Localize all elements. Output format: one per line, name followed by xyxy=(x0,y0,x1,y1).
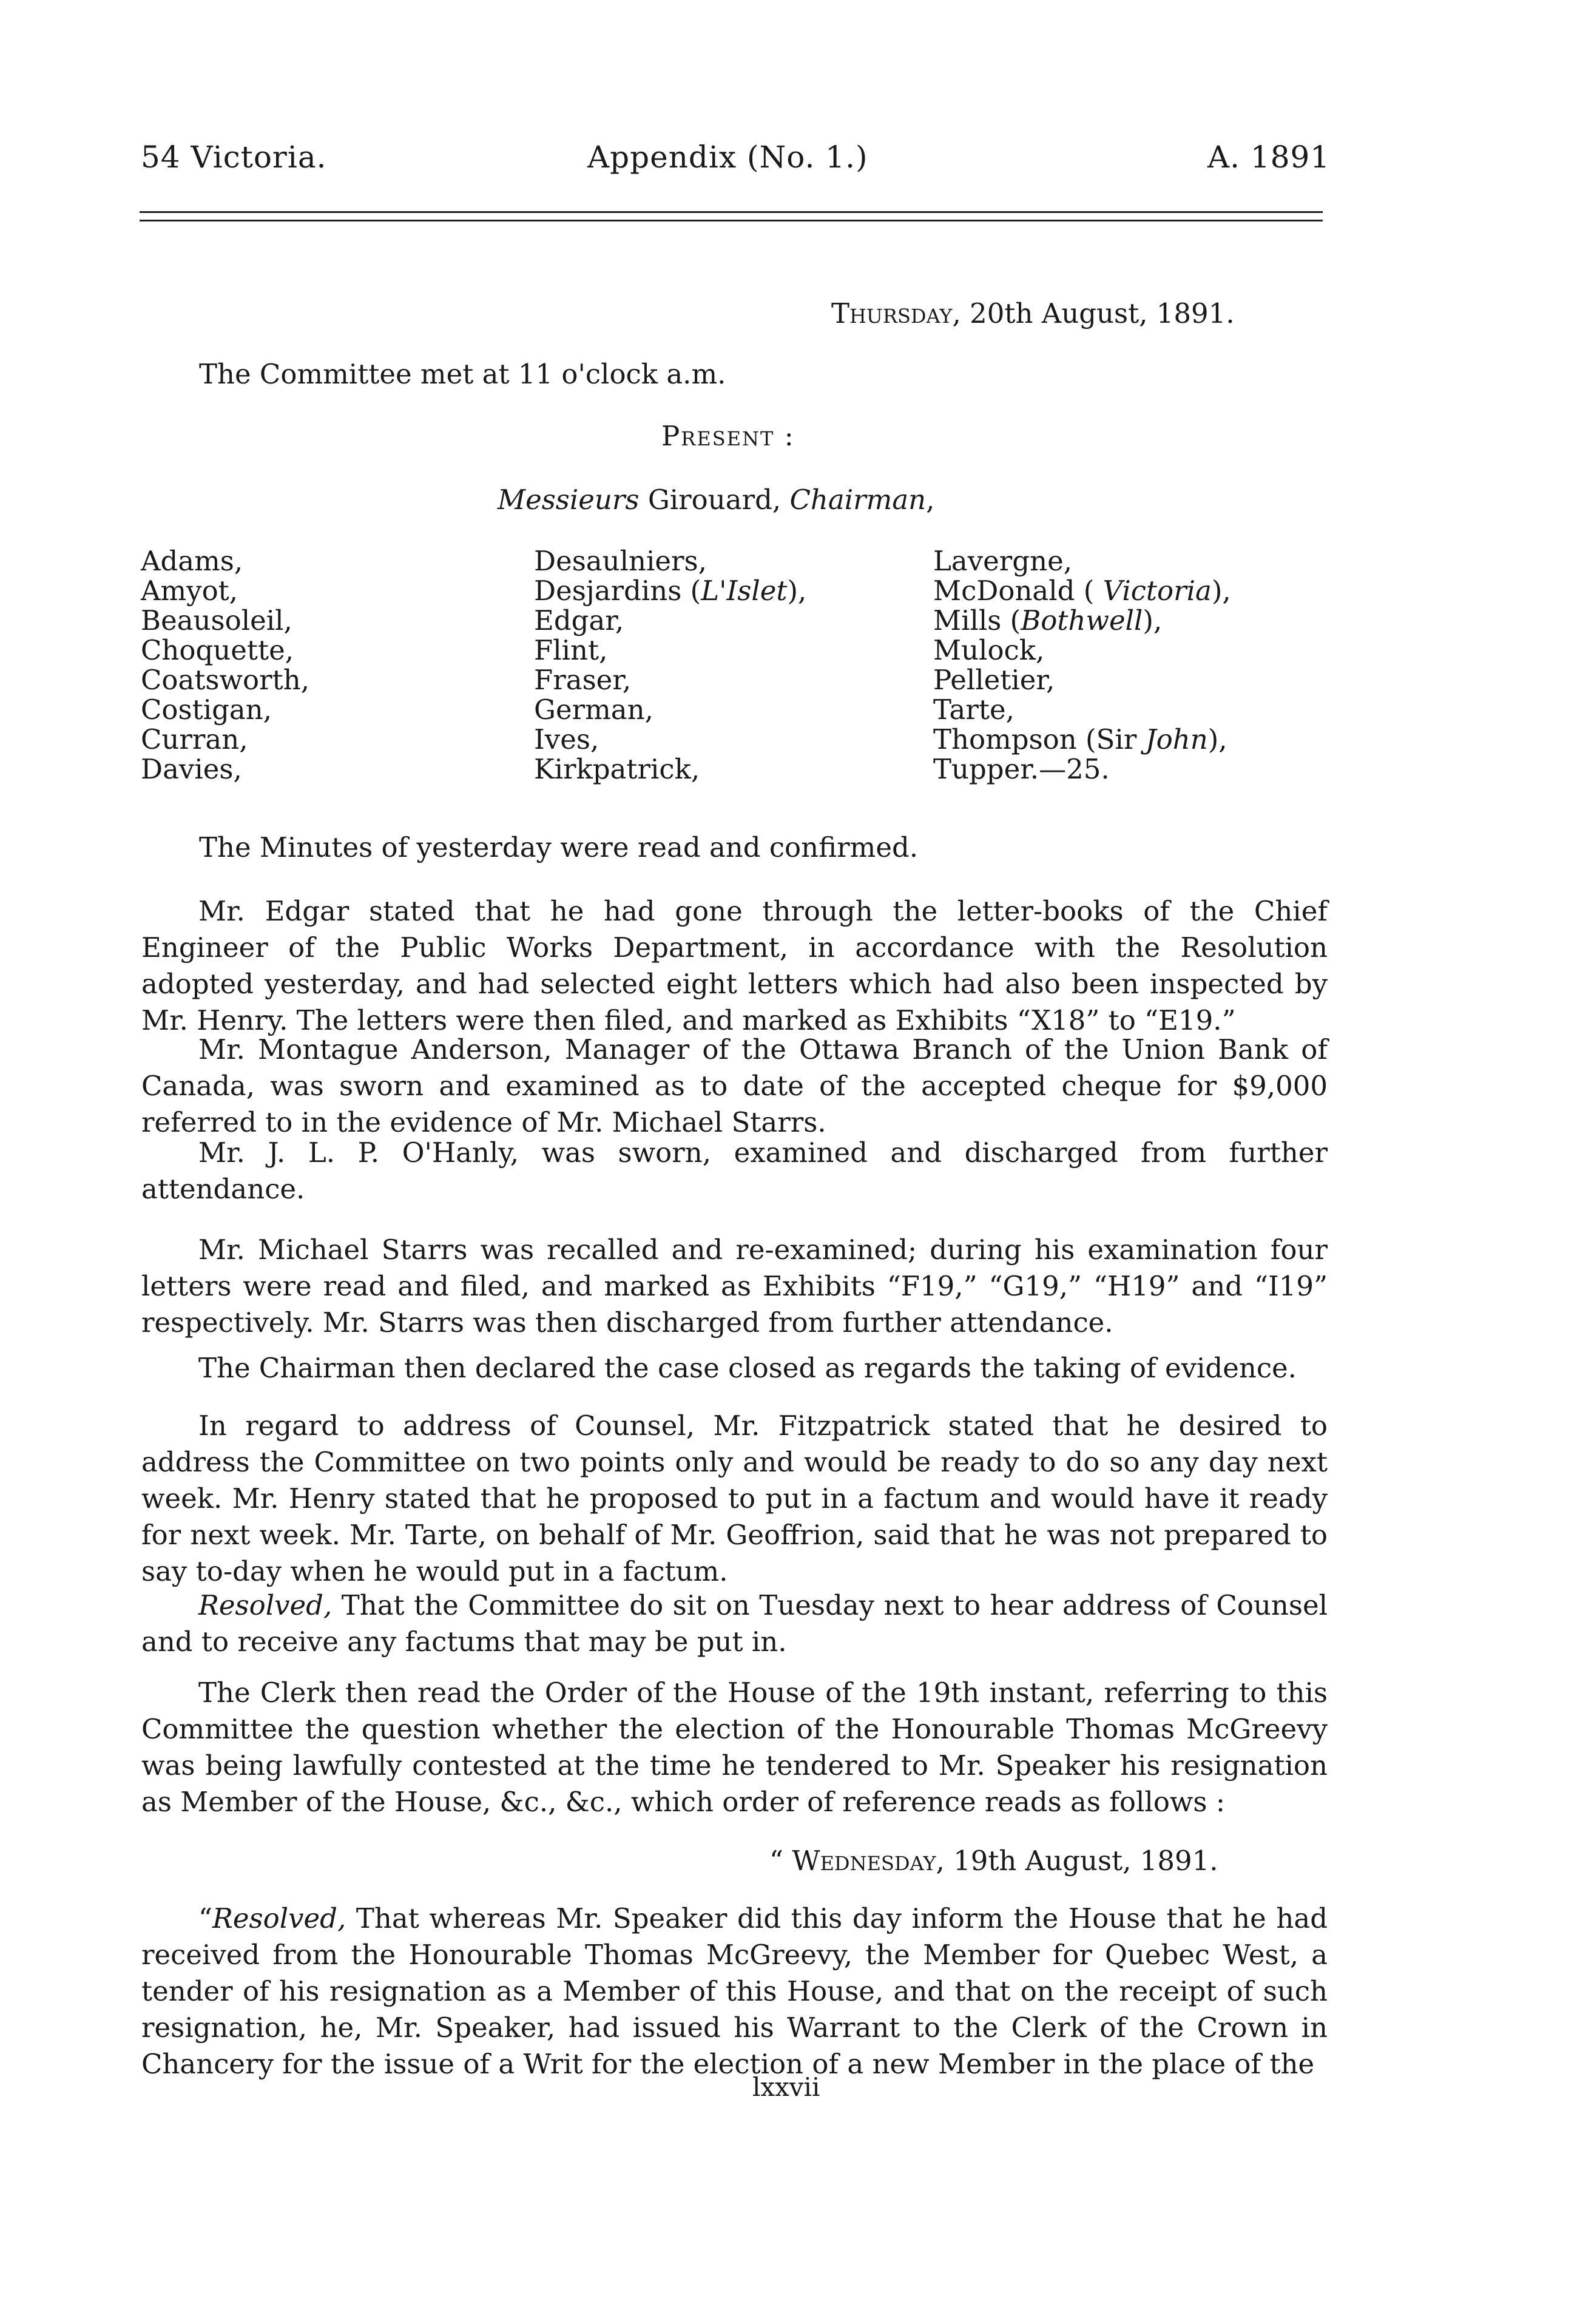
starrs-paragraph: Mr. Michael Starrs was recalled and re-examined; during his examination four letters were read and filed, and marked as Exhibits “F19,” “G19,” “H19” and “I19” respectively. Mr. Starrs was then discharged from further attendance. xyxy=(141,1234,1328,1339)
members-column-2 xyxy=(534,546,806,784)
meeting-date-rest: , 20th August, 1891. xyxy=(952,297,1235,329)
clerk-paragraph: The Clerk then read the Order of the House of the 19th instant, referring to this Committee the question whether the election of the Honourable Thomas McGreevy was being lawfully contested at the time he tendered to Mr. Speaker his resignation as Member of the House, &c., &c., which order of reference reads as follows : xyxy=(141,1677,1328,1818)
quote-resolved-text: That whereas Mr. Speaker did this day inform the House that he had received from the Honourable Thomas McGreevy, the Member for Quebec West, a tender of his resignation as a Member of this House, and that on the receipt of such resignation, he, Mr. Speaker, had issued his Warrant to the Clerk of the Crown in Chancery for the issue of a Writ for the election of a new Member in the place of the xyxy=(141,1902,1328,2080)
quote-date-open: “ xyxy=(769,1845,792,1877)
quote-resolved-label: Resolved, xyxy=(212,1902,346,1934)
anderson-paragraph: Mr. Montague Anderson, Manager of the Ottawa Branch of the Union Bank of Canada, was sworn and examined as to date of the accepted cheque for $9,000 referred to in the evidence of Mr. Michael Starrs. xyxy=(141,1033,1328,1138)
resolved-text: That the Committee do sit on Tuesday next to hear address of Counsel and to receive any factums that may be put in. xyxy=(141,1589,1328,1658)
members-column-1 xyxy=(141,546,309,784)
meeting-opening: The Committee met at 11 o'clock a.m. xyxy=(199,358,726,390)
chairman-paragraph: The Chairman then declared the case closed as regards the taking of evidence. xyxy=(198,1352,1297,1384)
member-name: McDonald ( Victoria), xyxy=(933,575,1231,607)
member-name: Desaulniers, xyxy=(534,545,707,577)
page-number: lxxvii xyxy=(752,2072,820,2102)
member-name: Lavergne, xyxy=(933,545,1072,577)
counsel-paragraph: In regard to address of Counsel, Mr. Fitzpatrick stated that he desired to address the Committee on two points only and would be ready to do so any day next week. Mr. Henry stated that he proposed to put in a factum and would have it ready for next week. Mr. Tarte, on behalf of Mr. Geoffrion, said that he was not prepared to say to-day when he would put in a factum. xyxy=(141,1410,1328,1587)
chair-title: Chairman xyxy=(789,484,927,516)
quote-resolution xyxy=(141,1900,1328,2082)
chair-prefix: Messieurs xyxy=(498,484,640,516)
member-name: Coatsworth, xyxy=(141,664,310,696)
ohanly-paragraph: Mr. J. L. P. O'Hanly, was sworn, examined and discharged from further attendance. xyxy=(141,1137,1328,1205)
resolved-paragraph xyxy=(141,1587,1328,1660)
minutes-paragraph: The Minutes of yesterday were read and confirmed. xyxy=(199,831,919,863)
member-name: Thompson (Sir John), xyxy=(933,723,1227,755)
edgar-paragraph: Mr. Edgar stated that he had gone through the letter-books of the Chief Engineer of the Public Works Department, in accordance with the Resolution adopted yesterday, and had selected eight letters which had also been inspected by Mr. Henry. The letters were then filed, and marked as Exhibits “X18” to “E19.” xyxy=(141,895,1328,1036)
quote-date xyxy=(769,1845,1218,1877)
member-name: Beausoleil, xyxy=(141,604,292,637)
chair-suffix: , xyxy=(926,484,935,516)
header-rule-top xyxy=(140,211,1323,213)
member-name: Ives, xyxy=(534,723,599,755)
member-name: German, xyxy=(534,694,653,726)
member-name: Mills (Bothwell), xyxy=(933,604,1163,637)
header-session: 54 Victoria. xyxy=(141,140,327,175)
member-name: Costigan, xyxy=(141,694,272,726)
member-name: Flint, xyxy=(534,634,608,666)
member-name: Kirkpatrick, xyxy=(534,753,700,785)
member-name: Desjardins (L'Islet), xyxy=(534,575,807,607)
member-name: Fraser, xyxy=(534,664,632,696)
member-name: Curran, xyxy=(141,723,248,755)
resolved-label: Resolved, xyxy=(198,1589,333,1621)
member-name: Tarte, xyxy=(933,694,1015,726)
quote-date-rest: , 19th August, 1891. xyxy=(936,1845,1218,1877)
members-column-3 xyxy=(933,546,1231,784)
meeting-date-day: Thursday xyxy=(831,297,953,329)
member-name: Mulock, xyxy=(933,634,1045,666)
quote-resolution-open: “ xyxy=(198,1902,213,1934)
member-name: Amyot, xyxy=(141,575,238,607)
header-year: A. 1891 xyxy=(1207,140,1331,175)
chair-line xyxy=(498,484,934,516)
present-heading: Present : xyxy=(661,420,795,452)
member-name: Tupper.—25. xyxy=(933,753,1110,785)
header-rule-bottom xyxy=(140,220,1323,221)
header-appendix: Appendix (No. 1.) xyxy=(587,140,868,175)
member-name: Edgar, xyxy=(534,604,624,637)
member-name: Davies, xyxy=(141,753,242,785)
chair-name: Girouard, xyxy=(639,484,790,516)
member-name: Pelletier, xyxy=(933,664,1055,696)
quote-date-day: Wednesday xyxy=(792,1845,936,1877)
member-name: Choquette, xyxy=(141,634,294,666)
member-name: Adams, xyxy=(141,545,243,577)
meeting-date xyxy=(831,297,1235,329)
